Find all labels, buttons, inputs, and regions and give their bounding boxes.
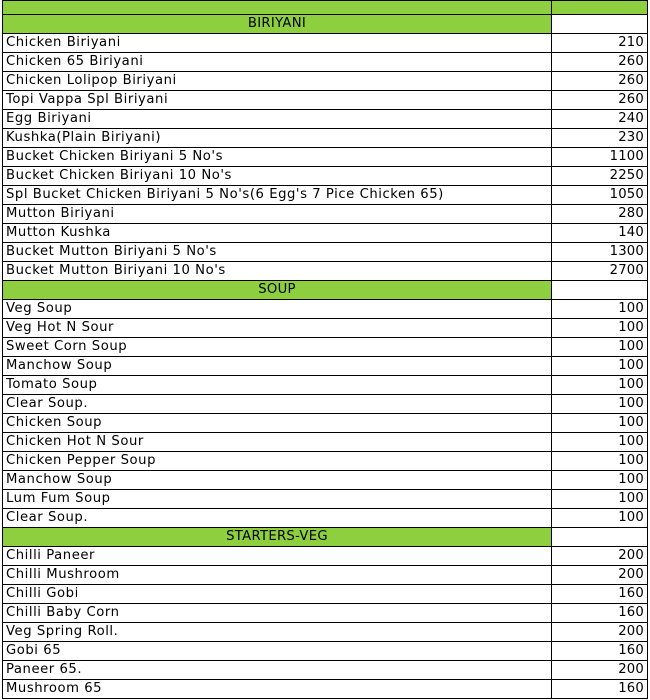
section-header-biriyani xyxy=(3,15,648,34)
item-price: 160 xyxy=(552,585,648,604)
item-price: 160 xyxy=(552,642,648,661)
menu-item-row xyxy=(3,148,648,167)
item-name: Clear Soup. xyxy=(3,509,552,528)
item-price: 160 xyxy=(552,680,648,699)
section-title: STARTERS-VEG xyxy=(3,528,552,547)
menu-item-row xyxy=(3,414,648,433)
menu-item-row xyxy=(3,110,648,129)
menu-item-row xyxy=(3,338,648,357)
menu-item-row xyxy=(3,509,648,528)
item-price: 280 xyxy=(552,205,648,224)
item-price: 100 xyxy=(552,490,648,509)
item-name: Bucket Chicken Biriyani 5 No's xyxy=(3,148,552,167)
item-name: Manchow Soup xyxy=(3,471,552,490)
menu-item-row xyxy=(3,34,648,53)
item-price: 200 xyxy=(552,661,648,680)
item-price: 100 xyxy=(552,414,648,433)
item-name: Veg Soup xyxy=(3,300,552,319)
item-name: Lum Fum Soup xyxy=(3,490,552,509)
menu-item-row xyxy=(3,604,648,623)
item-name: Bucket Mutton Biriyani 5 No's xyxy=(3,243,552,262)
item-name: Chicken 65 Biriyani xyxy=(3,53,552,72)
menu-item-row xyxy=(3,642,648,661)
item-price: 210 xyxy=(552,34,648,53)
item-price: 100 xyxy=(552,319,648,338)
menu-item-row xyxy=(3,53,648,72)
menu-item-row xyxy=(3,129,648,148)
item-price: 100 xyxy=(552,509,648,528)
menu-item-row xyxy=(3,357,648,376)
item-name: Manchow Soup xyxy=(3,357,552,376)
item-price: 260 xyxy=(552,91,648,110)
item-price: 100 xyxy=(552,452,648,471)
menu-item-row xyxy=(3,395,648,414)
item-name: Chilli Gobi xyxy=(3,585,552,604)
item-price: 1100 xyxy=(552,148,648,167)
menu-item-row xyxy=(3,243,648,262)
top-bar-price-cell xyxy=(552,1,648,15)
item-name: Egg Biriyani xyxy=(3,110,552,129)
menu-table xyxy=(2,0,648,699)
item-price: 2700 xyxy=(552,262,648,281)
item-price: 100 xyxy=(552,357,648,376)
item-name: Chilli Paneer xyxy=(3,547,552,566)
item-price: 260 xyxy=(552,72,648,91)
item-price: 1050 xyxy=(552,186,648,205)
item-name: Chicken Lolipop Biriyani xyxy=(3,72,552,91)
item-price: 2250 xyxy=(552,167,648,186)
section-price-cell xyxy=(552,281,648,300)
item-price: 140 xyxy=(552,224,648,243)
item-name: Chicken Soup xyxy=(3,414,552,433)
item-name: Paneer 65. xyxy=(3,661,552,680)
item-price: 230 xyxy=(552,129,648,148)
menu-item-row xyxy=(3,680,648,699)
item-name: Bucket Chicken Biriyani 10 No's xyxy=(3,167,552,186)
top-bar-name-cell xyxy=(3,1,552,15)
menu-item-row xyxy=(3,471,648,490)
item-name: Mutton Biriyani xyxy=(3,205,552,224)
item-name: Tomato Soup xyxy=(3,376,552,395)
menu-item-row xyxy=(3,661,648,680)
menu-item-row xyxy=(3,205,648,224)
item-price: 240 xyxy=(552,110,648,129)
menu-item-row xyxy=(3,186,648,205)
item-price: 260 xyxy=(552,53,648,72)
menu-item-row xyxy=(3,262,648,281)
item-price: 100 xyxy=(552,376,648,395)
item-name: Chicken Pepper Soup xyxy=(3,452,552,471)
menu-item-row xyxy=(3,376,648,395)
menu-item-row xyxy=(3,319,648,338)
item-name: Clear Soup. xyxy=(3,395,552,414)
menu-item-row xyxy=(3,167,648,186)
section-title: BIRIYANI xyxy=(3,15,552,34)
menu-item-row xyxy=(3,547,648,566)
menu-item-row xyxy=(3,72,648,91)
menu-item-row xyxy=(3,585,648,604)
item-price: 1300 xyxy=(552,243,648,262)
item-name: Mutton Kushka xyxy=(3,224,552,243)
item-price: 100 xyxy=(552,338,648,357)
menu-body xyxy=(3,1,648,699)
top-header-bar xyxy=(3,1,648,15)
item-name: Kushka(Plain Biriyani) xyxy=(3,129,552,148)
section-title: SOUP xyxy=(3,281,552,300)
item-name: Spl Bucket Chicken Biriyani 5 No's(6 Egg's 7 Pice Chicken 65) xyxy=(3,186,552,205)
item-price: 100 xyxy=(552,300,648,319)
item-price: 100 xyxy=(552,433,648,452)
menu-item-row xyxy=(3,433,648,452)
section-header-soup xyxy=(3,281,648,300)
item-name: Chilli Mushroom xyxy=(3,566,552,585)
item-name: Topi Vappa Spl Biriyani xyxy=(3,91,552,110)
item-name: Mushroom 65 xyxy=(3,680,552,699)
item-name: Chilli Baby Corn xyxy=(3,604,552,623)
item-name: Chicken Biriyani xyxy=(3,34,552,53)
menu-item-row xyxy=(3,490,648,509)
section-header-starters-veg xyxy=(3,528,648,547)
menu-item-row xyxy=(3,224,648,243)
item-price: 160 xyxy=(552,604,648,623)
section-price-cell xyxy=(552,528,648,547)
item-price: 200 xyxy=(552,566,648,585)
item-name: Veg Spring Roll. xyxy=(3,623,552,642)
menu-item-row xyxy=(3,300,648,319)
menu-item-row xyxy=(3,452,648,471)
section-price-cell xyxy=(552,15,648,34)
item-name: Bucket Mutton Biriyani 10 No's xyxy=(3,262,552,281)
item-price: 100 xyxy=(552,395,648,414)
item-price: 200 xyxy=(552,623,648,642)
item-price: 100 xyxy=(552,471,648,490)
menu-item-row xyxy=(3,566,648,585)
item-name: Veg Hot N Sour xyxy=(3,319,552,338)
menu-item-row xyxy=(3,623,648,642)
item-name: Chicken Hot N Sour xyxy=(3,433,552,452)
item-name: Sweet Corn Soup xyxy=(3,338,552,357)
menu-item-row xyxy=(3,91,648,110)
item-price: 200 xyxy=(552,547,648,566)
item-name: Gobi 65 xyxy=(3,642,552,661)
